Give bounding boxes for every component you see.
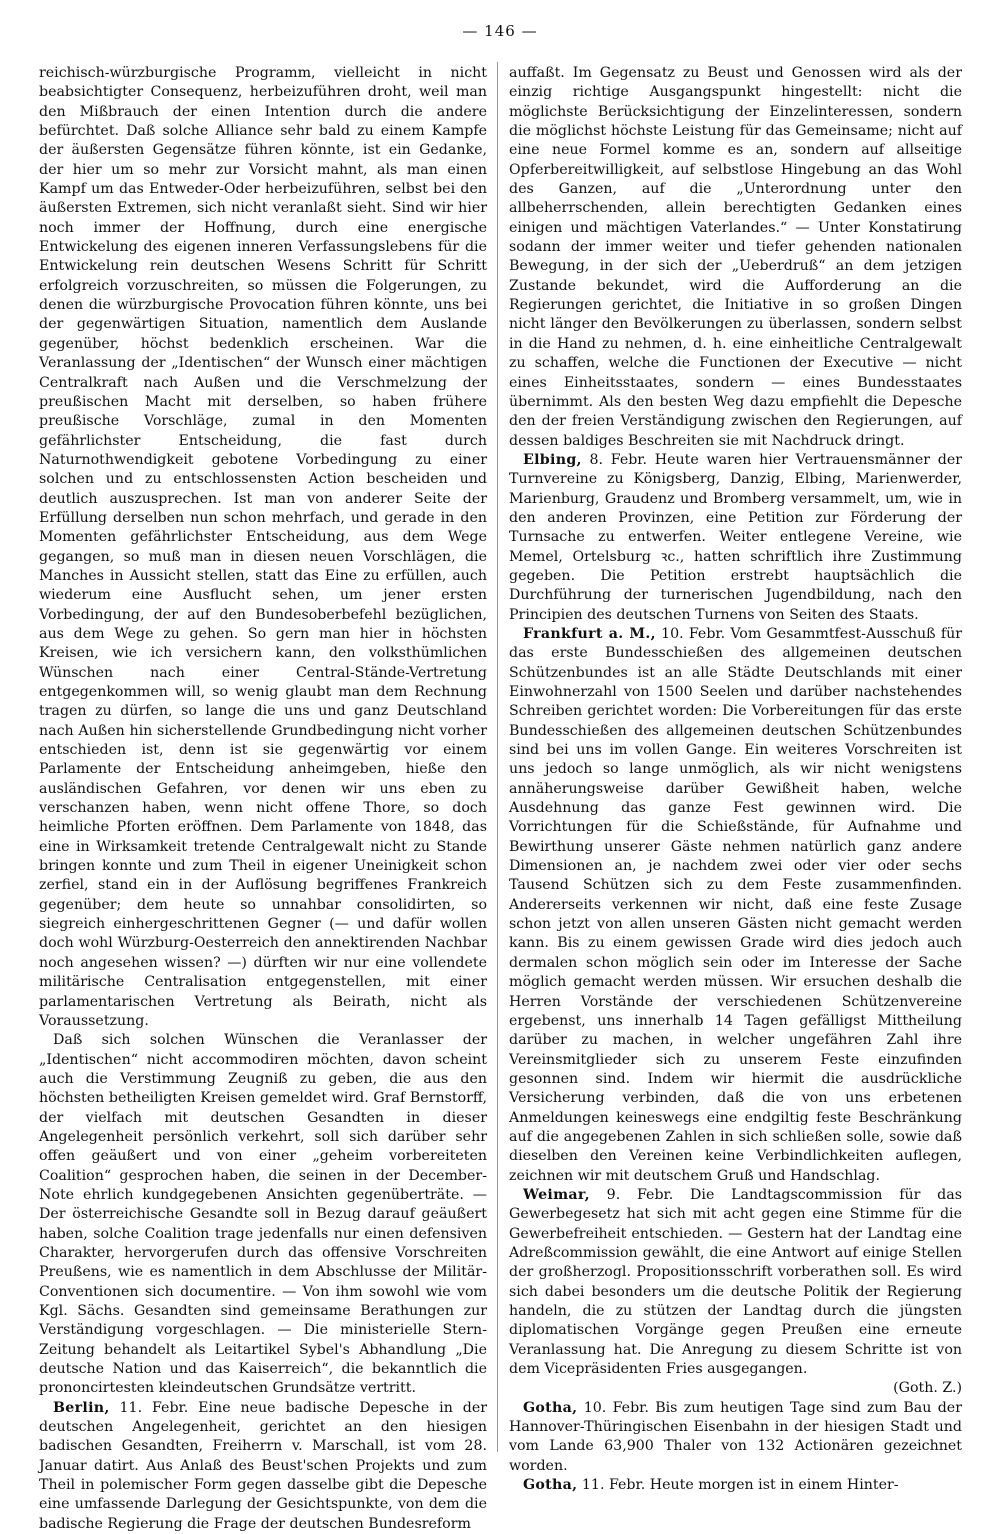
dateline-paragraph	[509, 1399, 962, 1476]
dateline-paragraph	[39, 1399, 487, 1534]
article-paragraph: Daß sich solchen Wünschen die Veranlasser der „Identischen“ nicht accommodiren möchten, davon scheint auch die Verstimmung Zeugniß zu geben, die aus den höchsten betheiligten Kreisen gemeldet wird. Graf Bernstorff, der vielfach mit deutschen Gesandten in dieser Angelegenheit persönlich verkehrt, soll sich darüber sehr offen geäußert und von einer „geheim vorbereiteten Coalition“ gesprochen haben, die seinen in der December-Note ehrlich kundgegebenen Ansichten gegenüberträte. — Der österreichische Gesandte soll in Bezug darauf geäußert haben, solche Coalition trage jedenfalls nur einen defensiven Charakter, hervorgerufen durch das offensive Vorschreiten Preußens, wie es namentlich in dem Abschlusse der Militär-Conventionen sich documentire. — Von ihm sowohl wie vom Kgl. Sächs. Gesandten sind gemeinsame Berathungen zur Verständigung vorgeschlagen. — Die ministerielle Stern-Zeitung behandelt als Leitartikel Sybel's Abhandlung „Die deutsche Nation und das Kaiserreich“, die bekanntlich die prononcirtesten kleindeutschen Grundsätze vertritt.	[39, 1032, 487, 1397]
dateline-text: 9. Febr. Die Landtagscommission für das Gewerbegesetz hat sich mit acht gegen eine Stimme für die Gewerbefreiheit entschieden. — Gestern hat der Landtag eine Adreßcommission gewählt, die eine Antwort auf einige Stellen der großherzogl. Propositionsschrift vorberathen soll. Es wird sich dabei besonders um die deutsche Politik der Regierung handeln, die zu stützen der Landtag durch die jüngsten diplomatischen Vorgänge gegen Preußen eine erneute Veranlassung hat. Die Anregung zu diesem Schritte ist von dem Vicepräsidenten Fries ausgegangen.	[509, 1186, 962, 1378]
article-paragraph: reichisch-würzburgische Programm, vielleicht in nicht beabsichtigter Consequenz, herbeizuführen droht, weil man den Mißbrauch der einen Intention durch die andere befürchtet. Daß solche Alliance sehr bald zu einem Kampfe der äußersten Gegensätze führen könnte, ist ein Gedanke, der hier um so mehr zur Vorsicht mahnt, als man einen Kampf um das Entweder-Oder herbeizuführen, selbst bei den äußersten Extremen, sich nicht veranlaßt sieht. Sind wir hier noch immer der Hoffnung, durch eine energische Entwickelung des eigenen inneren Verfassungslebens für die Entwickelung rein deutschen Wesens Schritt für Schritt erfolgreich vorzuschreiten, so müssen die Folgerungen, zu denen die würzburgische Provocation führen könnte, uns bei der gegenwärtigen Situation, namentlich dem Auslande gegenüber, höchst bedenklich erscheinen. War die Veranlassung der „Identischen“ der Wunsch einer mächtigen Centralkraft nach Außen und die Verschmelzung der preußischen Macht mit derselben, so haben frühere preußische Vorschläge, zumal in den Momenten gefährlichster Entscheidung, die fast durch Naturnothwendigkeit gebotene Vorbedingung zu einer solchen und zu entschlossensten Action bescheiden und deutlich auszusprechen. Ist man von anderer Seite der Erfüllung derselben nun schon mehrfach, und gerade in den Momenten gefährlichster Entscheidung, aus dem Wege gegangen, so muß man in diesen neuen Vorschlägen, die Manches in Aussicht stellen, statt das Eine zu erfüllen, auch wiederum eine Ausflucht sehen, um jener ersten Vorbedingung, der auf den Bundesoberbefehl bezüglichen, aus dem Wege zu gehen. So gern man hier in höchsten Kreisen, wie ich versichern kann, den volksthümlichen Wünschen nach einer Central-Stände-Vertretung entgegenkommen will, so wenig glaubt man dem Rechnung tragen zu dürfen, so lange die uns und ganz Deutschland nach Außen hin sicherstellende Grundbedingung nicht vorher entschieden ist, denn ist sie gegenwärtig vor einem Parlamente der Entscheidung anheimgeben, hieße den ausländischen Gefahren, vor denen wir uns eben zu verschanzen haben, wenn nicht offene Thore, so doch heimliche Pforten eröffnen. Dem Parlamente von 1848, das eine in Wirksamkeit tretende Centralgewalt nicht zu Stande bringen konnte und zum Theil in eigener Uneinigkeit schon zerfiel, stand ein in der Auflösung begriffenes Frankreich gegenüber; dem heute so unnahbar consolidirten, so siegreich einhergeschrittenen Gegner (— und dafür wollen doch wohl Würzburg-Oesterreich den annektirenden Nachbar noch angesehen wissen? —) dürften wir nur eine vollendete militärische Centralisation entgegenstellen, mit einer parlamentarischen Vertretung als Beirath, nicht als Voraussetzung.	[39, 65, 487, 1029]
dateline-place: Frankfurt a. M.,	[523, 625, 656, 642]
dateline-place: Berlin,	[53, 1399, 110, 1416]
dateline-place: Weimar,	[523, 1186, 590, 1203]
dateline-text: 10. Febr. Vom Gesammtfest-Ausschuß für das erste Bundesschießen des allgemeinen deutschen Schützenbundes ist an alle Städte Deutschlands mit einer Einwohnerzahl von 1500 Seelen und darüber nachstehendes Schreiben gerichtet worden: Die Vorbereitungen für das erste Bundesschießen des allgemeinen deutschen Schützenbundes sind bei uns im vollen Gange. Ein weiteres Vorschreiten ist uns jedoch so lange unmöglich, als wir nicht wenigstens annäherungsweise darüber Gewißheit haben, welche Ausdehnung das ganze Fest gewinnen wird. Die Vorrichtungen für die Schießstände, für Aufnahme und Bewirthung unserer Gäste nehmen natürlich ganz andere Dimensionen an, je nachdem zwei oder vier oder sechs Tausend Schützen sich zu dem Feste zusammenfinden. Andererseits verkennen wir nicht, daß eine feste Zusage schon jetzt von allen unseren Gästen nicht gemacht werden kann. Bis zu einem gewissen Grade wird dies jedoch auch dermalen schon möglich sein oder im Interesse der Sache möglich gemacht werden müssen. Wir ersuchen deshalb die Herren Vorstände der verschiedenen Schützenvereine ergebenst, uns innerhalb 14 Tagen gefälligst Mittheilung darüber zu machen, in welcher ungefähren Zahl ihre Vereinsmitglieder sich zu unserem Feste einzufinden gesonnen sind. Indem wir hiermit die ausdrückliche Versicherung verbinden, daß die von uns erbetenen Anmeldungen keineswegs eine endgiltig feste Beschränkung auf die angegebenen Zahlen in sich schließen solle, sowie daß dieselben den Vereinen keine Verbindlichkeiten auflegen, zeichnen wir mit deutschem Gruß und Handschlag.	[509, 625, 962, 1184]
column-divider	[497, 62, 498, 1452]
source-note: (Goth. Z.)	[893, 1380, 962, 1397]
page-number: — 146 —	[462, 22, 538, 40]
dateline-text: 10. Febr. Bis zum heutigen Tage sind zum Bau der Hannover-Thüringischen Eisenbahn in der hiesigen Stadt und vom Lande 63,900 Thaler von 132 Actionären gezeichnet worden.	[509, 1399, 962, 1474]
dateline-text: 8. Febr. Heute waren hier Vertrauensmänner der Turnvereine zu Königsberg, Danzig, Elbing, Marienwerder, Marienburg, Graudenz und Bromberg versammelt, um, wie in den anderen Provinzen, eine Petition zur Förderung der Turnsache zu entwerfen. Weiter entlegene Vereine, wie Memel, Ortelsburg ꝛc., hatten schriftlich ihre Zustimmung gegeben. Die Petition erstrebt hauptsächlich die Durchführung der turnerischen Jugendbildung, nach den Principien des deutschen Turnens von Seiten des Staats.	[509, 451, 962, 623]
left-column	[39, 64, 487, 1534]
dateline-paragraph	[509, 1186, 962, 1379]
dateline-place: Elbing,	[523, 451, 582, 468]
dateline-text: 11. Febr. Eine neue badische Depesche in der deutschen Angelegenheit, gerichtet an den hiesigen badischen Gesandten, Freiherrn v. Marschall, ist vom 28. Januar datirt. Aus Anlaß des Beust'schen Projekts und zum Theil in polemischer Form gegen dasselbe gibt die Depesche eine umfassende Darlegung der Gesichtspunkte, von dem die badische Regierung die Frage der deutschen Bundesreform	[39, 1399, 487, 1532]
dateline-text: 11. Febr. Heute morgen ist in einem Hinter-	[577, 1477, 899, 1494]
dateline-paragraph	[509, 451, 962, 625]
article-paragraph: auffaßt. Im Gegensatz zu Beust und Genossen wird als der einzig richtige Ausgangspunkt hingestellt: nicht die möglichste Berücksichtigung der Einzelinteressen, sondern die möglichst höchste Leistung für das Gemeinsame; nicht auf eine neue Formel komme es an, sondern auf allseitige Opferbereitwilligkeit, auf selbstlose Hingebung an das Wohl des Ganzen, auf die „Unterordnung unter den allbeherrschenden, allein berechtigten Gedanken eines einigen und mächtigen Vaterlandes.“ — Unter Konstatirung sodann der immer weiter und tiefer gehenden nationalen Bewegung, in der sich der „Ueberdruß“ an dem jetzigen Zustande bekundet, wird die Aufforderung an die Regierungen gerichtet, die Initiative in so großen Dingen nicht länger den Bevölkerungen zu überlassen, sondern selbst in die Hand zu nehmen, d. h. eine einheitliche Centralgewalt zu schaffen, welche die Functionen der Executive — nicht eines Einheitsstaates, sondern — eines Bundesstaates übernimmt. Als den besten Weg dazu empfiehlt die Depesche den der freien Verständigung zwischen den Regierungen, auf dessen baldiges Beschreiten sie mit Nachdruck dringt.	[509, 65, 962, 449]
dateline-paragraph	[509, 1476, 962, 1495]
dateline-place: Gotha,	[523, 1399, 578, 1416]
right-column	[509, 64, 962, 1495]
dateline-place: Gotha,	[523, 1477, 578, 1494]
dateline-paragraph	[509, 625, 962, 1186]
